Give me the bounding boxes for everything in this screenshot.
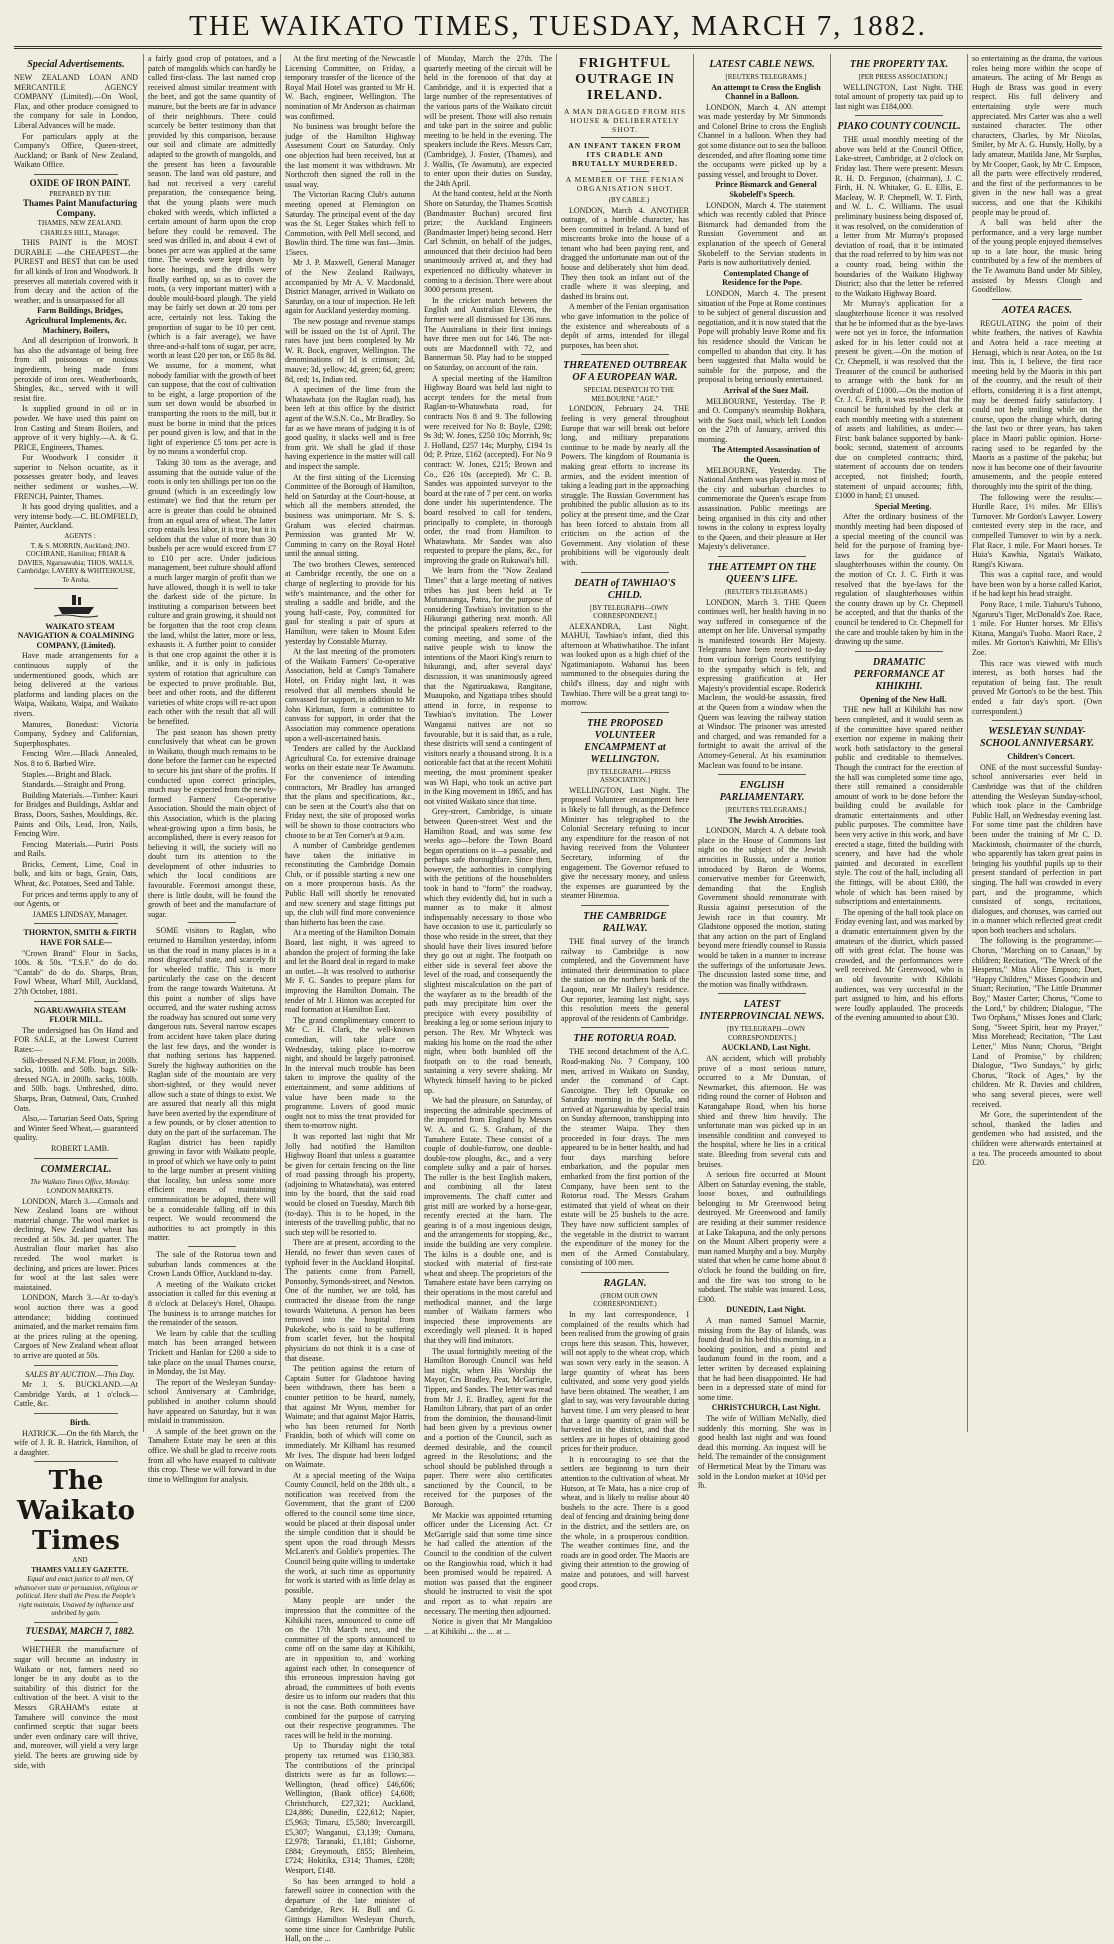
christchurch-heading: CHRISTCHURCH, Last Night. xyxy=(711,1403,821,1413)
auckland-heading: AUCKLAND, Last Night. xyxy=(721,1043,811,1053)
oxide-agents: T. & S. MORRIN, Auckland; JNO. COCHRANE, Hamilton; FRIAR & DAVIES, Ngaruawahia; THOS. WALLS, Cambridge; LAVERY & WHITEHOUSE, Te Aroha. xyxy=(16,541,136,584)
oxide-sub: PREPARED BY THE xyxy=(49,189,111,198)
channel-heading: An attempt to Cross the English Channel in a Balloon. xyxy=(711,82,821,102)
column-4 xyxy=(424,54,552,1636)
divider xyxy=(581,354,669,355)
outrage-subhead-1: A MAN DRAGGED FROM HIS HOUSE & DELIBERATELY SHOT. xyxy=(563,107,686,134)
sales-body: Mr J. S. BUCKLAND.—At Cambridge Yards, at 1 o'clock—Cattle, &c. xyxy=(14,1380,138,1409)
wesleyan-heading: WESLEYAN SUNDAY-SCHOOL ANNIVERSARY. xyxy=(980,726,1094,750)
steamship-emblem xyxy=(14,593,138,622)
commercial-sub: The Waikato Times Office, Monday. xyxy=(30,1177,130,1186)
queen-heading: The Attempted Assassination of the Queen. xyxy=(712,445,820,465)
news-item: At a special meeting of the Waipa County Council, held on the 28th ult., a notification was received from the Government, that the grant of £200 offered to the council some time since, would be placed at their disposal under the simple condition that it should be spent upon the road through Messrs McLaren's and Goldie's properties. The Council being quite willing to undertake the work, at such time as opportunity for work is started with as little delay as possible. xyxy=(285,1470,415,1595)
oxide-company: Thames Paint Manufacturing Company. xyxy=(22,198,137,218)
news-item: of Monday, March the 27th. The quarterly meeting of the circuit will be held in the forenoon of that day at Cambridge, and it is expected that a large number of the representatives of the various parts of the Waikato circuit will be present. Those will also remain and take part in the soiree and public meeting to be held in the evening. The speakers include the Revs. Messrs Carr, (Cambridge), J. Foster, (Thames), and J. Wallis, (Te Awamutu), are expected to enter upon their duties on Sunday, the 24th April. xyxy=(424,54,552,188)
outrage-body: LONDON, March 4. ANOTHER outrage, of a horrible character, has been committed in Ireland. A band of miscreants broke into the house of a tenant who had been paying rent, and dragged the unfortunate man out of the house and deliberately shot him dead. They then took an infant out of the cradle where it was sleeping, and dashed its brains out. xyxy=(561,205,689,301)
races-body: REGULATING the point of their white feathers, the natives of Kawhia and Aotea held a race meeting at Heruagi, which is near Aotea, on the 1st inst. This is, I believe, the first race meeting held by the Maoris in this part of the country, and the result of their efforts, considering it is a first attempt, may be deemed fairly satisfactory. I could not help smiling while on the course, upon the change which, during the last two or three years, has taken place in Maori public opinion. Horse-racing used to be regarded by the Maoris as a pastime of the pakeha; but now it has become one of their favourite amusements, and the people entered thoroughly into the spirit of the thing. xyxy=(972,318,1102,491)
rotorua-heading: THE ROTORUA ROAD. xyxy=(573,1033,677,1045)
railway-body: THE final survey of the branch railway to Cambridge is now completed, and the Government have intimated their determination to place the station on the northern bank of the Laqoon, near Mr Bailey's residence. Our reporter, learning last night, says this resolution meets the general approval of the residents of Cambridge. xyxy=(561,936,689,1023)
commercial-london: LONDON MARKETS. xyxy=(46,1187,114,1195)
oxide-body-4: For Woodwork I consider it superior to Nelson ocuatite, as it possesses greater body, and leaves neither sediment or washes.—W. FRENCH, Painter, Thames. xyxy=(14,453,138,501)
oxide-body-5: It has good drying qualities, and a very intense body.—C. BLOMFIELD, Painter, Auckland. xyxy=(14,502,138,531)
divider xyxy=(34,1365,118,1366)
commercial-body-2: LONDON, March 3.—At to-day's wool auction there was a good attendance; bidding continued animated, and the market remains firm at the prices ruling at the opening. Cargoes of New Zealand wheat afloat to arrive are quoted at 50s. xyxy=(14,1293,138,1360)
wesleyan-report-note: The report of the Wesleyan Sunday-school Anniversary at Cambridge, published in another column should have appeared on Saturday, but it was mislaid in transmission. xyxy=(148,1377,276,1426)
ngaru-also: Also,— Tartarian Seed Oats, Spring and Winter Seed Wheat,— guaranteed quality. xyxy=(14,1114,138,1143)
attempt-body: LONDON, March 3. THE Queen continues well, her health having in no way suffered in consequence of the attempt on her life. Universal sympathy is manifested towards Her Majesty. Telegrams have been received to-day from various foreign Courts testifying to the sympathy which is felt, and expressing gratification at Her Majesty's providential escape. Roderick Maclean, the would-be assassin, fired at the Queen from a window when the Queen was leaving the railway station at Windsor. The prisoner was arrested and charged, and was remanded for a fortnight to await the arrival of the Attorney-General. At his examination Maclean was found to be insane. xyxy=(698,597,826,770)
news-item: At the first meeting of the Newcastle Licensing Committee, on Friday, a temporary transfer of the licence of the Royal Mail Hotel was granted to Mr H. W. Bach, engineer, Wellington. The nomination of Mr Anderson as chairman was confirmed. xyxy=(285,54,415,121)
news-item: At the hand contest, held at the North Shore on Saturday, the Thames Scottish (Bandmaster Buchan) secured first prize; the Auckland Engineers (Bandmaster Imper) being second. Herr Carl Schmitt, on behalf of the judges, announced that their decision had been unanimously arrived at, and they had experienced no difficulty whatever in coming to a decision. There were about 3000 persons present. xyxy=(424,189,552,295)
editorial-cont-2: Taking 30 tons as the average, and assuming that the outside value of the roots is only ten shillings per ton on the ground (which is an exceedingly low estimate) we find that the return per acre is greater than could be obtained from an equal area of wheat. The latter crop entails less labor, it is true, but it is seldom that the value of more than 30 bushels per acre would exceed from £7 to £10 per acre. Under judicious management, beet culture should afford a much larger margin of profit than we have allowed, though it is well to take the darkest side of the picture. In instituting a comparison between beet culture and grain growing, it should not be forgotten that the root crop cleans the land, whilst the latter, more or less, exhausts it. A further point to consider is that one crop against the other it is unlike, and it is only in judicious system of rotation that agriculture can be expected to prove profitable. But, beet and other roots, and the different varieties of white crops will re-act upon each other with the result that all will be benefited. xyxy=(148,457,276,726)
wesleyan-programme: The following is the programme:— Chorus, "Marching on to Canaan," by children; Recitation, "The Wreck of the Hesperus," Miss Alice Empson; Duet, "Happy Children," Misses Goodwin and Stuart; Recitation, "The Little Drummer Boy," Master Carter; Chorus, "Come to the Lord," by children; Dialogue, "The Two Orphans," Misses Jones and Clark; Song, "Sweet Spirit, hear my Prayer," Miss Morehead; Recitation, "The Last Letter," Miss Nunn; Chorus, "Bright Land of Promise," by children; Dialogue, "Two Sundays," by girls; Chorus, "Rock of Ages," by the children. Mr R. Davies and children, who sang several pieces, were well received. xyxy=(972,936,1102,1109)
hall-heading: Opening of the New Hall. xyxy=(859,694,947,704)
dunedin-heading: DUNEDIN, Last Night. xyxy=(726,1305,806,1315)
special-ads-heading: Special Advertisements. xyxy=(27,59,125,70)
news-item: Grey-street, Cambridge, is situate between Queen-street West and the Hamilton Road, and was some few weeks ago—before the Town Board began operations on it—a passable, and perhaps safe thoroughfare. Since then, however, the authorities in complying with the petitions of the householders took in hand to "form" the roadway, which they evidently did, but in such a manner as to make it almost indispensably necessary to those who have occasion to use it, particularly so those who reside in the street, that they should have their lives insured before they go out at night. The footpath on either side is several feet above the level of the road, and consequently the slightest miscalculation on the part of the wayfarer as to the breadth of the path may precipitate him over the precipice with every possibility of breaking a leg or some serious injury to person. The Rev. Mr Whyteck was making his home on the road the other night, when both bumbled off the footpath on to the road beneath, sustaining a very severe shaking. Mr Whyteck himself having to be picked up. xyxy=(424,807,552,1095)
news-item: It was reported last night that Mr Jolly had notified the Hamilton Highway Board that unless a guarantee be given for certain fencing on the line of road passing through his property, (adjoining to Whatawhata), was entered into by the board, that the said road would be closed on Tuesday, March 8th (to-day). This is to be hoped, in the interests of the travelling public, that no such step will be resorted to. xyxy=(285,1131,415,1237)
races-results: The following were the results:— Hurdle Race, 1½ miles. Mr Ellis's Turnover. Mr Gordon's Lawyer. Lowery contested every step in the race, and compelled Turnover to win by a neck. Flat Race, 1 mile. For Maori horses. Te Huia's Kawhia, Ngatai's Waikato, Rangi's Kiwara. xyxy=(972,492,1102,569)
dunedin-body: A man named Samuel Macnie, missing from the Bay of Islands, was found dead in his bed this morning, in a booking position, and a pistol and laudanum found in the room, and a letter written by deceased explaining that he had been disappointed. He had been in a depressed state of mind for some time. xyxy=(698,1316,826,1402)
tawhiao-body: ALEXANDRA, Last Night. MAHUI, Tawhiao's infant, died this afternoon at Whatiwhatihoe. The infant was looked upon as a high chief of the Ngatimaniapoto. Wahanui has been summoned to the obsequies during the child's illness, day and night with Tawhiao. There will be a great tangi to-morrow. xyxy=(561,621,689,708)
aotea-races-heading: AOTEA RACES. xyxy=(1001,304,1073,316)
divider xyxy=(992,299,1082,300)
steam-fencing-materials: Fencing Materials.—Puriri Posts and Rails. xyxy=(14,839,138,859)
news-item: So has been arranged to hold a farewell soiree in connection with the departure of the late minister of Cambridge, Rev. H. Bull and G. Gittings Hamilton Wesleyan Church, some time since for Cambridge Public Hall, on the ... xyxy=(285,1876,415,1944)
auckland-body: AN accident, which will probably prove of a most serious nature, occurred to a Mr Dunstan, of Newmarket, this afternoon. He was riding round the corner of Hobson and Karangahape Road, when his horse shied and threw him heavily. The unfortunate man was picked up in an insensible condition and conveyed to the hospital, where he lies in a critical state. Bleeding from several cuts and bruises. xyxy=(698,1053,826,1169)
column-7 xyxy=(835,54,963,1432)
outrage-subhead-2: AN INFANT TAKEN FROM ITS CRADLE AND BRUTALLY MURDERED. xyxy=(568,141,682,168)
news-item: The usual fortnightly meeting of the Hamilton Borough Council was held last night, when His Worship the Mayor, Crs Bradley, Peat, McGarrigle, Tippen, and Sandes. The letter was read from Mr J. E. Bradley, agent for the Hamilton Library, that part of an order from the dominion, the thousand-limit had been given by a previous owner and a portion of the Council, such as deemed desirable, and the council agreed in the Resolutions; and the school should be published through a paper. There were also certificates sanctioned by the Council, to be received for the purposes of the Borough. xyxy=(424,1346,552,1510)
nz-loan-ad: NEW ZEALAND LOAN AND MERCANTILE AGENCY COMPANY (Limited).—On Wool, Flax, and other produce consigned to the company for sale in London, Liberal Advances will be made. xyxy=(14,73,138,130)
news-item: Tenders are called by the Auckland Agricultural Co. for extensive drainage works on their estate near Te Awamutu. For the convenience of intending contractors, Mr Bradley has arranged that the plans and specifications, &c., can be seen at the Court's also that on Friday next, the site of proposed works will be shown to those contractors who choose to be at Ten Corner's at 9 a.m. xyxy=(285,744,415,840)
suez-body: MELBOURNE, Yesterday. The P. and O. Company's steamship Bokhara, with the Suez mail, which left London on the 27th of January, arrived this morning. xyxy=(698,396,826,444)
commercial-heading: COMMERCIAL. xyxy=(40,1163,112,1175)
wesleyan-sub: Children's Concert. xyxy=(1007,752,1075,762)
property-tax-heading: THE PROPERTY TAX. xyxy=(849,59,949,70)
property-tax-tag: [PER PRESS ASSOCIATION.] xyxy=(858,73,948,81)
divider xyxy=(34,923,118,924)
divider xyxy=(188,922,236,923)
column-rule xyxy=(419,54,420,1432)
news-item: There are at present, according to the Herald, no fewer than seven cases of typhoid fever in the Auckland Hospital. The patients come from Parnell, Ponsonby, Symonds-street, and Newton. One of the number, we are told, has contracted the disease from the range towards Waitetuna. A person has been removed into the hospital from Pukekohe, who is said to be suffering from scarlet fever, but the hospital physicians do not think it is a case of that disease. xyxy=(285,1238,415,1363)
divider xyxy=(601,137,649,138)
news-item: At the last meeting of the promoters of the Waikato Farmers' Co-operative Association, held at Camp's Tamahere Hotel, on Friday night last, it was resolved that all members should be canvassed for support, in addition to Mr John Kirkman, form a committee to canvass for support, in order that the Association may commence operations upon a well-ascertained basis. xyxy=(285,647,415,743)
divider xyxy=(581,905,669,906)
volunteer-heading: THE PROPOSED VOLUNTEER ENCAMPMENT at WELLINGTON. xyxy=(584,717,666,765)
divider xyxy=(34,1413,118,1414)
rotorua-body: THE second detachment of the A.C. Road-making No. 7 Company, 100 men, arrived in Waikato on Sunday, under the command of Capt. Gascoigne. They left Opunake on Saturday morning in the Stella, and arrived at Ngaruawahia by special train on Sunday afternoon, transhipping into the steamer Waipa. They then proceeded in four drays. The men appeared to be in better health, and had four days marching before embarkation, and the popular men embarked from the first portion of the Company, have been sent to the Rotorua road. The Messrs Graham estimated that yield of wheat on their estate will be 25 bushels to the acre. They have now sufficient samples of the vegetable in the district to warrant the expenditure of the money for the men of the Armed Constabulary, consisting of 100 men. xyxy=(561,1047,689,1268)
latest-cable-heading: LATEST CABLE NEWS. xyxy=(709,59,815,70)
queen-body: MELBOURNE, Yesterday. The National Anthem was played in most of the city and suburban churches to commemorate the Queen's escape from assassination. Public meetings are being organised in this city and other towns in the colony to express loyalty to the Queen, and their pleasure at Her Majesty's deliverance. xyxy=(698,465,826,552)
divider xyxy=(992,720,1082,721)
sculling-match-note: We learn by cable that the sculling match has been arranged between Trickett and Hanlan for £200 a side to take place on the usual Thames course, in Monday, the 1st May. xyxy=(148,1328,276,1377)
divider xyxy=(855,651,943,652)
bismarck-heading: Prince Bismarck and General Skobeleff's Speech. xyxy=(715,180,817,200)
paper-and: AND xyxy=(72,1556,88,1565)
suez-heading: Arrival of the Suez Mail. xyxy=(723,385,809,395)
editorial-cont-3: The past season has shown pretty conclusively that wheat can be grown in Waikato, though much remains to be done before the farmer can be expected to secure his just share of the profits. If conducted upon correct principles, much may be expected from the newly-formed Farmers' Co-operative Association. Should the main object of this Association, which is the placing wheat-growing upon a firm basis, be accomplished, there is every reason for believing it will, the society will no doubt turn its attention to the development of other industries to which the local conditions are favourable. Foremost amongst these, there is little doubt, will be found the growth of beet and the manufacture of sugar. xyxy=(148,727,276,919)
steam-title: WAIKATO STEAM NAVIGATION & COALMINING COMPANY, (Limited). xyxy=(17,621,135,650)
oxide-manager: CHARLES HILL, Manager. xyxy=(40,228,120,237)
steamship-icon xyxy=(54,593,98,619)
oxide-body-2: And all description of Ironwork. It has also the advantage of being free from all poisonous or noxious ingredients, being made from peroxide of iron ores. Weatherboards, Shingles, &c., served with it will resist fire. xyxy=(14,336,138,403)
auckland-body-2: A serious fire occurred at Mount Albert on Saturday evening, the stable, loose boxes, and outbuildings belonging to Mr Greenwood being destroyed. Mr Greenwood and family are residing at their summer residence at Lake Takapuna, and the only persons on the Mount Albert property were a man named Murphy and a boy. Murphy stated that when he came home about 8 o'clock he found the building on fire, and the fire was too strong to be subdued. The stable was insured. Loss, £300. xyxy=(698,1170,826,1304)
volunteer-body: WELLINGTON, Last Night. The proposed Volunteer encampment here is likely to fall through, as the Defence Minister has telegraphed to the Colonial Secretary refusing to incur any expenditure for the reason of not having received from the Volunteer Secretary, informing of the engagement. The Governor refused to give the necessary money, and unless the expenses are guaranteed by the steamer Hinemoa. xyxy=(561,785,689,901)
editorial: WHETHER the manufacture of sugar will become an industry in Waikato or not, farmers need no longer be in any doubt as to the suitability of this district for the cultivation of the beet. A visit to the Messrs GRAHAM's estate at Tamahere will convince the most confirmed sceptic that sugar beets under even ordinary care will thrive, and, moreover, will yield a very large yield. The beets are growing side by side, with xyxy=(14,1645,138,1770)
wesleyan-body: ONE of the most successful Sunday-school anniversaries ever held in Cambridge was that of the children attending the Wesleyan Sunday-school, which took place in the Cambridge Public Hall, on Wednesday evening last. For some time past the children have been under the training of Mr C. D. Mackintosh, choirmaster of the church, who apparently has taken great pains in bringing his youthful pupils up to their present standard of perfection in part singing. The hall was crowded in every part, and the programme, which consisted of songs, recitations, dialogues, and choruses, was carried out in a manner which reflected great credit upon both teachers and scholars. xyxy=(972,762,1102,935)
steam-manager: JAMES LINDSAY, Manager. xyxy=(32,909,128,919)
tawhiao-heading: DEATH of TAWHIAO'S CHILD. xyxy=(574,577,676,601)
newspaper-page xyxy=(14,6,1102,1944)
races-body-4: This race was viewed with much interest, as both horses had the reputation of being fast. The result proved Mr Gorton's to be the best. This ended a fair day's sport. (Own correspondent.) xyxy=(972,658,1102,716)
steam-prices: For prices and terms apply to any of our Agents, or xyxy=(14,889,138,909)
oxide-place: THAMES, NEW ZEALAND. xyxy=(37,219,123,228)
columns xyxy=(14,54,1102,1944)
english-tag: [REUTERS TELEGRAMS.] xyxy=(725,806,807,815)
birth-body: HATRICK.—On the 6th March, the wife of J. R. R. Hatrick, Hamilton, of a daughter. xyxy=(14,1428,138,1457)
piako-heading: PIAKO COUNTY COUNCIL. xyxy=(837,121,961,133)
divider xyxy=(34,1461,118,1462)
outrage-subhead-3: A MEMBER OF THE FENIAN ORGANISATION SHOT. xyxy=(565,175,685,193)
divider xyxy=(34,1001,118,1002)
paper-motto: Equal and exact justice to all men, Of whatsoever state or persuasion, religious or political. Here shall the Press the People's right maintain, Unawed by influence and unbribed by gain. xyxy=(14,1575,138,1618)
piako-body: THE usual monthly meeting of the above was held at the Council Office, Lake-street, Cambridge, at 2 o'clock on Friday last. There were present: Messrs R. H. D. Ferguson, (chairman), J. C. Firth, H. N. Whitaker, G. E. Ellis, E. Macleay, W. P. Chepmell, W. T. Firth, and W. L. C. Williams. The usual preliminary business being disposed of, it was resolved, on the consideration of a letter from Mr Murray's proposed deviation of road, that it be intimated that the road referred to by him was not a county road, being within the boundaries of the Waikato Highway District; also that the letter be referred to the Waikato Highway Board. xyxy=(835,135,963,298)
column-6 xyxy=(698,54,826,1491)
commercial-body: LONDON, March 3.—Consols and New Zealand loans are without material change. The wool market is declining. New Zealand wheat has receded at 50s. 3d. per quarter. The Australian flour market has also receded. The wool market is declining, and prices are lower. Prices for wool at the last sales were maintained. xyxy=(14,1196,138,1292)
divider xyxy=(581,1272,669,1273)
divider xyxy=(601,171,649,172)
news-item: The petition against the return of Captain Sutter for Gladstone having been withdrawn, there has been a counter petition to be heard, namely, that against Mr Wynn, member for Waimate; and that against Major Harris, who has been returned for North Franklin, both of which will come on immediately. Mr Kilhaml has resumed Mr Ives. The dispute had been lodged on Waimate. xyxy=(285,1364,415,1470)
news-item: The two brothers Clewes, sentenced at Cambridge recently, the one on a charge of neglecting to provide for his wife's maintenance, and the other for stealing a saddle and bridle, and the young half-caste, Poy, committed for gaol for stealing a pair of spurs at Hamilton, were taken to Mount Eden yesterday by Constable Murray. xyxy=(285,559,415,646)
column-rule xyxy=(830,54,831,1432)
editorial-cont-1: a fairly good crop of potatoes, and a patch of mangolds which can hardly be called first-class. The last named crop received almost similar treatment with the beet, and got the same quantity of manure, but the beets are far in advance of their neighbours. There could scarcely be better testimony than that provided by this comparison, because our soil and climate are admittedly adapted to the growth of mangolds, and the present has been a favourable season. The land was old pasture, and had not received a very careful preparation, the consequence being, that the young plants were much choked with weeds, which inflicted a certain amount of harm upon the crop before they could be removed. The seed was drilled in, and about 4 cwt of bones per acre was applied at the same time. The weeds were kept down by horse hoeings, and the drills were finally earthed up, so as to cover the roots, (a very important matter) with a double mould-board plough. The yield may be fairly set down at 20 tons per acre, certainly not less. Taking the proportion of sugar to be 10 per cent. (which is a fair average), we have three-and-a-half tons of sugar, per acre, worth at least £20 per ton, or £65 8s 8d. We assume, for a moment, what nobody familiar with the growth of beet can suppose, that the cost of cultivation to be eight, a large proportion of the sum set down would be absorbed in transporting the roots to the mill, but it must be borne in mind that the prices per pound given is low, and that in the light of experience £5 tons per acre is by no means a wonderful crop. xyxy=(148,54,276,457)
divider xyxy=(34,1640,118,1641)
fenian-body: A member of the Fenian organisation who gave information to the police of the existence and whereabouts of a depôt of arms, intended for illegal purposes, has been shot. xyxy=(561,302,689,350)
beet-sample-note: A sample of the beet grown on the Tamahere Estate may be seen at this office. We shall be glad to receive roots from all who have essayed to cultivate this crop. These we will forward in due time to Wellington for analysis. xyxy=(148,1426,276,1484)
dramatic-cont: so entertaining as the drama, the various roles being more within the scope of amateurs. The acting of Mr Bengs as Hugh de Brass was good in every respect. His full delivery and entertaining style were much appreciated. Mrs Carter was also a well sustained character. The other characters, Charles, by Mr Nicolas, Smiler, by Mr A. G. Hunsly, Holly, by a lady amateur, Matilda Jane, Mr Surplus, by Mr Cooper, Gaok, by Mr C. Empson, all the parts were effectively rendered, and the first of the performances to be given in the new hall was a great success, and one that the Kihikihi people may be proud of. xyxy=(972,54,1102,217)
divider xyxy=(718,556,806,557)
thornton-body: "Crown Brand" Flour in Sacks, 100s. & 50s. "T.S.F." do do do. "Cantab" do do do. Sharps, Bran, Fowl Wheat, Wharf Mill, Auckland, 27th October, 1881. xyxy=(14,948,138,996)
ngaru-owner: ROBERT LAMB. xyxy=(50,1143,110,1153)
latest-cable-tag: [REUTERS TELEGRAMS.] xyxy=(725,73,807,81)
piako-body-2: Mr Murray's application for a slaughterhouse licence it was resolved that he be informed that as the bye-laws were not yet in force, the information asked for in his letter could not at present be given.—On the motion of Cr. Chepmell, it was resolved that the Treasurer of the council be authorised to arrange with the bank for an overdraft of £1000.—On the motion of Cr. J. C. Firth, it was resolved that the council be furnished by the clerk at each monthly meeting with a statement of assets and liabilities, as under:—First: bank balance supported by bank-book; second, statement of accounts due on completed contracts; third, statement of accounts due on tenders accepted, not finished; fourth, statement of unpaid accounts; fifth, £1000 in hand; £1 unused. xyxy=(835,299,963,501)
ngaru-body: The undersigned has On Hand and FOR SALE, at the Lowest Current Rates:— xyxy=(14,1025,138,1054)
oxide-uses: Farm Buildings, Bridges, Agricultural Implements, &c. Machinery, Boilers, xyxy=(25,306,127,335)
column-5 xyxy=(561,54,689,1589)
special-meeting-body: After the ordinary business of the monthly meeting had been disposed of a special meeting of the council was held for the purpose of framing bye-laws for the guidance of slaughterhouses within the county. On the motion of Cr. J. C. Firth it was resolved that the bye-laws for the regulation of slaughterhouses within the county drawn up by Cr. Chepmell be accepted, and that the thanks of the council be tendered to Cr. Chepmell for the care and trouble taken by him in the drawing up the same. xyxy=(835,512,963,647)
news-item: Mr J. P. Maxwell, General Manager of the New Zealand Railways, accompanied by Mr A. V. Macdonald, District Manager, arrived in Waikato on Saturday, on a tour of inspection. He left again for Auckland yesterday morning. xyxy=(285,258,415,316)
channel-body: LONDON, March 4. AN attempt was made yesterday by Mr Simmonds and Colonel Brine to cross the English Channel in a balloon. When they had got some distance out to sea the balloon descended, and after floating some time the occupants were picked up by a passing vessel, and brought to Dover. xyxy=(698,102,826,179)
raglan-heading: RAGLAN. xyxy=(603,1277,647,1289)
threatened-tag: SPECIAL DESPATCH TO THE MELBOURNE "AGE." xyxy=(583,386,675,403)
column-3 xyxy=(285,54,415,1944)
hall-body: THE new hall at Kihikihi has now been completed, and it would seem as if the committee have spared neither exertion nor expense in making their work both satisfactory to the general public and creditable to themselves. Though the contract for the erection of the hall was completed some time ago, there still remained a considerable amount of work to be done before the building could be available for dramatic entertainments and other public purposes. The committee have been very active in this work, and have erected a stage, fitted the building with scenery, and have had the whole painted and decorated in excellent style. The cost of the hall, including all the fittings, will be about £300, the whole of which has been raised by subscriptions and entertainments. xyxy=(835,705,963,907)
threatened-heading: THREATENED OUTBREAK OF A EUROPEAN WAR. xyxy=(563,360,687,384)
steam-bricks: Bricks, Cement, Lime, Coal in bulk, and kits or bags, Grain, Oats, Wheat, &c. Potatoes, Seed and Table. xyxy=(14,859,138,889)
pope-heading: Contemplated Change of Residence for the Pope. xyxy=(722,268,809,288)
threatened-body: LONDON, February 24. THE feeling is very general throughout Europe that war will break out before long, and military preparations continue to be made by nearly all the Powers. The kingdom of Roumania is making great efforts to increase its armies, and the evident intention of taking a leading part in the approaching struggle. The Russian Government has prohibited the public allusion as to its policy at the present time, and the Czar has been forced to abstain from all criticism on the action of the Government. Any violation of these prohibitions will be vigorously dealt with. xyxy=(561,404,689,567)
oxide-title: OXIDE OF IRON PAINT. xyxy=(29,177,131,188)
nz-loan-ad-contact: For particulars apply at the Company's Office, Queen-street, Auckland; or Bank of New Zealand, Waikato Office. xyxy=(14,131,138,170)
oxide-body-3: Is supplied ground in oil or in powder. We have used this paint on Iron Casting and Steam Boilers, and approve of it very highly.—A. & G. PRICE, Engineers, Thames. xyxy=(14,404,138,452)
news-item: A special meeting of the Hamilton Highway Board was held last night to accept tenders for the metal from Raglan-to-Whatawhata road, for contracts Nos 8 and 9. The following were received for No 8: Boyle, £298; 9s 3d; W. Jones, £250 10s; Morrish, 9s; J. Holland, £257 14s; Murphy, £194 1s 0d; P. Prize, £162 (accepted). For No 9 contract: W. Jones, £215; Brown and Co., £26 10s (accepted). Mr C. B. Sandes was appointed surveyor to the board at the rate of 7 per cent. on works done under his superintendence. The board resolved to call for tenders, principally to complete, in thorough order, the road from Hamilton to Whatawhata. Mr Sandes was also requested to prepare the plans, &c., for improving the grade on Rukuwai's hill. xyxy=(424,373,552,565)
tawhiao-tag: [BY TELEGRAPH—OWN CORRESPONDENT.] xyxy=(590,603,668,620)
wesleyan-body-3: Mr Gore, the superintendent of the school, thanked the ladies and gentlemen who had assisted, and the children were afterwards entertained at a tea. The proceeds amounted to about £20. xyxy=(972,1110,1102,1168)
oxide-body: THIS PAINT is the MOST DURABLE —the CHEAPEST—the PUREST and BEST that can be used for all kinds of Iron and Woodwork. It preserves all materials covered with it from decay and the action of the weather, and is unsurpassed for all xyxy=(14,238,138,305)
divider xyxy=(581,712,669,713)
property-tax-body: WELLINGTON, Last Night. THE total amount of property tax paid up to last night was £184,000. xyxy=(835,82,963,111)
masthead-title: THE WAIKATO TIMES, TUESDAY, MARCH 7, 1882. xyxy=(14,6,1102,49)
news-item: A specimen of the lime from the Whatawhata (on the Raglan road), has been left at this office by the district agent of the W.S.N. Co., Mr Bradley. So far as we have means of judging it is of good quality, it slacks well and is free from grit. We shall be glad if those having experience in the matter will call and inspect the sample. xyxy=(285,385,415,471)
news-item: Notice is given that Mr Mangakino ... at Kihikihi ... the ... at ... xyxy=(424,1617,552,1636)
railway-heading: THE CAMBRIDGE RAILWAY. xyxy=(583,910,667,934)
paper-name: The Waikato Times xyxy=(17,1466,135,1557)
dramatic-heading: DRAMATIC PERFORMANCE AT KIHIKIHI. xyxy=(853,656,945,692)
column-1 xyxy=(14,54,138,1770)
column-rule xyxy=(143,54,144,1432)
date-line: TUESDAY, MARCH 7, 1882. xyxy=(25,1625,135,1636)
news-item: Many people are under the impression that the committee of the Kihikihi races, announced to come off on the 17th March next, and the committee of the sports announced to come off on the same day at Kihikihi, are in opposition to, and working against each other. In consequence of this erroneous impression having got abroad, the committees of both events desire us to inform our readers that this is not the case. Both committees have combined for the purpose of carrying out their respective programmes. The races will be held in the morning. xyxy=(285,1596,415,1740)
jewish-heading: The Jewish Atrocities. xyxy=(728,815,804,825)
bismarck-body: LONDON, March 4. The statement which was recently cabled that Prince Bismarck had demanded from the Russian Government and an explanation of the speech of General Skobeleff to the Servian students in Paris is now authoritatively denied. xyxy=(698,200,826,268)
rotorua-sale-note: The sale of the Rotorua town and suburban lands commences at the Crown Lands Office, Auckland to-day. xyxy=(148,1250,276,1279)
interprovincial-tag: [BY TELEGRAPH—OWN CORRESPONDENTS.] xyxy=(727,1025,805,1042)
outrage-cable-tag: (BY CABLE.) xyxy=(608,196,650,204)
attempt-tag: (REUTER'S TELEGRAMS.) xyxy=(724,588,808,596)
birth-heading: Birth. xyxy=(69,1417,91,1427)
news-item: In the cricket match between the English and Australian Elevens, the former were all dismissed for 136 runs. The Australians in their first innings have three men out for 146. The not-outs are Macdonnell with 72, and Bannerman 50. Play had to be stopped on Saturday, on account of the rain. xyxy=(424,295,552,372)
divider xyxy=(855,115,943,116)
attempt-heading: THE ATTEMPT ON THE QUEEN'S LIFE. xyxy=(707,562,817,585)
divider xyxy=(188,1246,236,1247)
steam-staples: Staples.—Bright and Black. xyxy=(22,769,112,779)
column-2 xyxy=(148,54,276,1484)
sales-heading: SALES BY AUCTION.—This Day. xyxy=(25,1369,135,1379)
column-rule xyxy=(280,54,281,1432)
steam-standards: Standards.—Straight and Prong. xyxy=(22,780,126,790)
races-list: Pony Race, 1 mile. Tiahuru's Tuhono, Ngaruru's Tiger, McDonald's Zoe. Race, 1 mile. For Hunter horses. Mr Ellis's Kitana, Mangai's Tuoho. Maori Race, 2 miles. Mr Gorton's Kaiwhiti, Mr Ellis's Zoe. xyxy=(972,600,1102,658)
news-item: We learn from the "Now Zealand Times" that a large meeting of natives tribes has just been held at Te Mutumaunga, Patea, for the purpose of considering Tawhiao's invitation to the Hikurangi gathering next month. All the principal speakers referred to the coming meeting, and some of the native people wish to know the intentions of the Maori King's return to hikurangi, and, after several days' discussion, it was unanimously agreed that the Ngatiruakawa, Rangitane, Muaupoko, and Ngatiapa tribes should attend in force, in response to Tawhiao's invitation. The Lower Wanganui natives are not so favourable, but it is said that, as a rule, these districts will send a contingent of visitors nearly a thousand strong. It is a noticeable fact that at the recent Mohitii meeting, the most prominent speaker was Wi Hapi, who took an active part in the King movement in 1865, and has not visited Waikato since that time. xyxy=(424,566,552,806)
ngaru-items: Silk-dressed N.F.M. Flour, in 200lb. sacks, 100lb. and 50lb. bags. Silk-dressed NGA. in 200lb. sacks, 100lb. and 50lb. bags. Unthreshed, ditto. Sharps, Bran, Oatmeal, Oats, Crushed Oats. xyxy=(14,1055,138,1113)
news-item: The Victorian Racing Club's autumn meeting opened at Flemington on Saturday. The principal event of the day was the St. Leger Stakes which fell to Commotion, with Pell Mell second, and Bowlin third. The time was fast—3min. 15secs. xyxy=(285,190,415,257)
paper-sub: THAMES VALLEY GAZETTE. xyxy=(31,1565,129,1574)
hall-body-2: The opening of the hall took place on Friday evening last, and was marked by a dramatic entertainment given by the amateurs of the district, which passed off with great éclat. The house was crowded, and the performances were well received. Mr Greenwood, who is an old favourite with Kihikihi audiences, was very successful in the part assigned to him, and his efforts were loudly applauded. The proceeds of the evening amounted to about £30. xyxy=(835,907,963,1023)
news-item: The new postage and revenue stamps will be issued on the 1st of April. The rates have just been completed by Mr W. R. Bock, engraver, Wellington. The denominations of 1d is crimson; 2d, mauve; 3d, yellow; 4d, green; 6d, green; 8d, red; 1s, Indian red. xyxy=(285,317,415,384)
jewish-body: LONDON, March 4. A debate took place in the House of Commons last night on the subject of the Jewish atrocities in Russia, under a motion introduced by Baron de Worms, conservative member for Greenwich, demanding that the English Government should remonstrate with Russia against persecution of the Jewish race in that country. Mr Gladstone opposed the motion, stating that any action on the part of England beyond mere friendly counsel to Russia would be taken in a manner to increase the sufferings of the unfortunate Jews. The discussion lasted some time, and the motion was finally withdrawn. xyxy=(698,826,826,989)
english-parliamentary-heading: ENGLISH PARLIAMENTARY. xyxy=(719,780,805,804)
special-meeting-heading: Special Meeting. xyxy=(874,501,932,511)
dramatic-ball: A ball was held after the performance, and a very large number of the young people enjoyed themselves up to a late hour, the music being contributed by a few of the members of the Te Awamutu Band under Mr Sibley, assisted by Messrs Clough and Goodfellow. xyxy=(972,218,1102,295)
races-body-3: This was a capital race, and would have been won by a horse called Kariot, if he had kept his head straight. xyxy=(972,570,1102,599)
news-item: No business was brought before the judge of the Hamilton Highway Assessment Court on Saturday. Only one objection had been received, but at the last moment it was withdrawn. Mr Northcroft then signed the roll in the usual way. xyxy=(285,122,415,189)
ngaru-title: NGARUAWAHIA STEAM FLOUR MILL. xyxy=(33,1005,127,1025)
oxide-agents-title: AGENTS : xyxy=(64,532,96,541)
divider xyxy=(34,1622,118,1623)
news-item: Mr Mackie was appointed returning officer under the Licensing Act. Cr McGarrigle said that some time since he had called the attention of the Council to the condition of the culvert on the Rangiowhia road, which it had been promised would be repaired. A motion was passed that the engineer should be instructed to visit the spot and report as to what repairs are necessary. The meeting then adjourned. xyxy=(424,1510,552,1616)
raglan-body: In my last correspondence, I complained of the results which had been realised from the growing of grain crops here this season. This, however, will not apply to the wheat crop, which was sown very early in the season. A large quantity of wheat has been cultivated, and some very good yields have been obtained. The weather, I am glad to say, was very favourable during harvest time. I am very pleased to hear that a large quantity of grain will be harvested in the district, and that the settlers are in hopes of obtaining good prices for their produce. xyxy=(561,1309,689,1454)
cricket-meeting-note: A meeting of the Waikato cricket association is called for this evening at 8 o'clock at Delacey's Hotel, Ohaupo. The business is to arrange matches for the remainder of the season. xyxy=(148,1279,276,1328)
column-rule xyxy=(967,54,968,1432)
column-8 xyxy=(972,54,1102,1432)
divider xyxy=(34,174,118,175)
divider xyxy=(718,774,806,775)
christchurch-body: The wife of William McNally, died suddenly this morning. She was in good health last night and was found dead this morning. An inquest will be held. The remainder of the consignment of Hermetical Meat by the Timaru was sold in the London market at 10½d per lb. xyxy=(698,1413,826,1491)
divider xyxy=(34,1158,118,1159)
news-item: At the first sitting of the Licensing Committee of the Borough of Hamilton, held on Saturday at the Court-house, at which all the members attended, the business was unimportant. Mr S. S. Graham was elected chairman. Permission was granted Mr W. Cumming to carry on the Royal Hotel until the annual sitting. xyxy=(285,472,415,559)
column-rule xyxy=(556,54,557,1432)
news-item: We had the pleasure, on Saturday, of inspecting the admirable specimens of the imported from England by Messrs W. A. and G. S. Graham, of the Tamahere Estate. These consist of a couple of double-furrow, one double-double-row ploughs, &c., and a very complete sulky and a pair of horses. The roller is the best English makers, and combining all the latest improvements. The chaff cutter and grist mill are worked by a horse-gear, recently erected at the barn. The gearing is of a most ingenious design, and the arrangements for stopping, &c., inside the building are very complete. The kilns is a double one, and is stocked with material of first-rate wheat and sheep. The proprietors of the Tamahere estate have been carrying on their operations in the most careful and methodical manner, and the large number of Waikato farmers who inspected these improvements are exceedingly well pleased. It is hoped that they will find imitators. xyxy=(424,1096,552,1345)
outrage-headline: FRIGHTFUL OUTRAGE IN IRELAND. xyxy=(575,56,675,103)
steam-body: Have made arrangements for a continuous supply of the undermentioned goods, which are being delivered at the various platforms and landing places on the Waipa, Waikato, Waipa, and Waikato rivers. xyxy=(14,651,138,718)
steam-fencing: Fencing Wire.—Black Annealed, Nos. 8 to 6. Barbed Wire. xyxy=(14,749,138,768)
pope-body: LONDON, March 4. The present situation of the Pope at Rome continues to be subject of general discussion and negotiation, and it is now stated that the Pope will probably leave Rome and fix his residence should the Vatican be compelled to abandon that city. It has been suggested that Malta would be suitable for the purpose, and the proposal is being seriously entertained. xyxy=(698,288,826,385)
divider xyxy=(34,588,118,589)
divider xyxy=(581,1027,669,1028)
steam-building: Building Materials.—Timber: Kauri for Bridges and Buildings, Ashlar and Brass, Doors, Sashes, Mouldings, &c. Paints and Oils, Lead, Iron, Nails, Fencing Wire. xyxy=(14,790,138,839)
divider xyxy=(718,993,806,994)
raglan-body-2: It is encouraging to see that the settlers are beginning to turn their attention to the cultivation of wheat. Mr Hutson, at Te Mata, has a nice crop of wheat, and is likely to realise about 40 bushels to the acre. There is a good deal of fencing and draining being done in the district, and the settlers are, on the whole, in a prosperous condition. The weather continues fine, and the roads are in good order. The Maoris are giving their attention to the growing of maize and potatoes, and will harvest good crops. xyxy=(561,1454,689,1589)
volunteer-tag: [BY TELEGRAPH.—PRESS ASSOCIATION.] xyxy=(587,767,671,785)
thornton-title: THORNTON, SMITH & FIRTH HAVE FOR SALE— xyxy=(23,928,137,948)
news-item: At a meeting of the Hamilton Domain Board, last night, it was agreed to abandon the project of forming the lake and let the Board deal in regard to make an outlet.—It was resolved to authorise Mr F. G. Sandes to prepare plans for improving the Hamilton Domain. The tender of Mr J. Hinton was accepted for road formation at Hamilton East. xyxy=(285,928,415,1015)
news-item: A number of Cambridge gentlemen have taken the initiative in reconstituting the Cambridge Domain Club, or if possible starting a new one on a more prosperous basis. As the Public Hall will shortly be renovated and new scenery and stage fittings put up, the club will find more convenience than hitherto has been the case. xyxy=(285,841,415,927)
interprovincial-heading: LATEST INTERPROVINCIAL NEWS. xyxy=(699,999,825,1023)
divider xyxy=(581,572,669,573)
raglan-road-note: SOME visitors to Raglan, who returned to Hamilton yesterday, inform us that the road in many places is in a most disgraceful state, and scarcely fit for wheeled traffic. This is more particularly the case on the descent from the range towards Waitetuna. At this point a number of slips have occurred, and the water rushing across the roadway has scoured out some very dangerous ruts. Several narrow escapes from accident have taken place during the last few days, and the wonder is that nothing serious has happened. Surely the highway authorities on the Raglan side of the mountain are very short-sighted, or they would never allow such a state of things to exist. We are assured that nearly all this might have been averted by the expenditure of a few pounds, or by closer attention to duty on the part of the surfaceman. The Raglan district has been rapidly growing in favor with Waikato people, in proof of which we have only to point to the large number at present visiting that locality, but unless some more efficient means of maintaining communication be adopted, there will be a considerable falling off in this respect. We would recommend the authorities to act promptly in this matter. xyxy=(148,926,276,1243)
steam-manures: Manures, Bonedust: Victoria Company, Sydney and Californian, Superphosphates. xyxy=(14,719,138,748)
news-item: Up to Thursday night the total property tax returned was £130,383. The contributions of the principal districts were as far as follows:—Wellington, (head office) £46,606; Wellington, (Bank office) £4,608; Christchurch, £27,321; Auckland, £24,886; Dunedin, £22,612; Napier, £5,963; Timaru, £5,580; Invercargill, £5,307; Wanganui, £3,139; Oamaru, £2,978; Taranaki, £1,181; Gisborne, £884; Greymouth, £855; Blenheim, £724; Hokitika, £314; Thames, £288; Westport, £148. xyxy=(285,1741,415,1876)
news-item: The grand complimentary concert to Mr C. H. Clark, the well-known comedian, will take place on Wednesday, taking place to-morrow night, and should be largely patronised. In the interval much trouble has been taken to improve the quality of the entertainment, and some additions of value have been made to the programme. Lovers of good music ought not to miss the treat provided for them to-morrow night. xyxy=(285,1015,415,1131)
raglan-tag: (FROM OUR OWN CORRESPONDENT.) xyxy=(593,1291,658,1309)
column-rule xyxy=(693,54,694,1432)
